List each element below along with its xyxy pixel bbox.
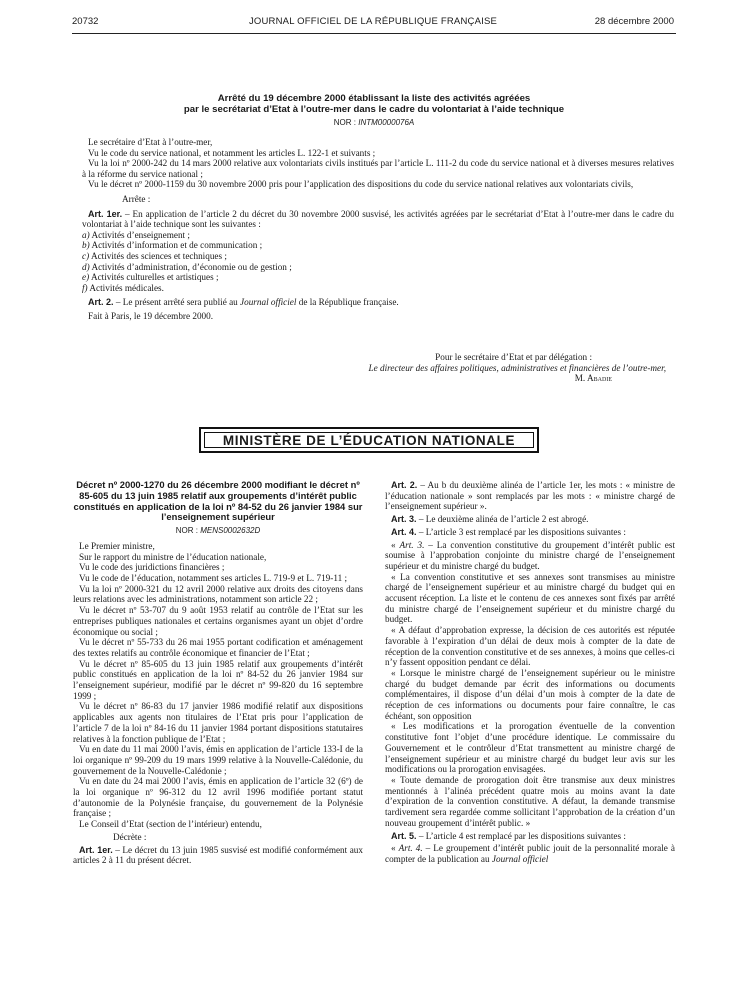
- journal-title: JOURNAL OFFICIEL DE LA RÉPUBLIQUE FRANÇAISE: [248, 16, 498, 27]
- quote-mark: «: [391, 539, 400, 550]
- activity-text: Activités d’administration, d’économie ou de gestion ;: [91, 261, 292, 272]
- activity-item: [82, 283, 674, 294]
- article-text: – Le deuxième alinéa de l’article 2 est abrogé.: [416, 514, 589, 525]
- article-label: Art. 4.: [391, 526, 417, 537]
- decrete-word: Décrète :: [113, 831, 147, 842]
- signature-line: Pour le secrétaire d’Etat et par délégation :: [435, 352, 592, 362]
- signature-title: [72, 363, 672, 374]
- article-text: – Le décret du 13 juin 1985 susvisé est modifié conformément aux articles 2 à 11 du présent décret.: [73, 844, 363, 866]
- signatory-name-text: M. Abadie: [574, 373, 612, 384]
- decret-visa: Vu le décret nº 53-707 du 9 août 1953 relatif au contrôle de l’Etat sur les entreprises publiques nationales et certains organismes ayant un objet d’ordre économique ou social ;: [73, 605, 363, 637]
- activity-text: Activités d’enseignement ;: [91, 229, 190, 240]
- activity-item: [82, 230, 674, 241]
- decret-visa: Vu le décret nº 86-83 du 17 janvier 1986 modifié relatif aux dispositions applicables aux agents non titulaires de l’Etat pris pour l’application de l’article 7 de la loi nº 84-16 du 11 janvier 1984 portant dispositions statutaires relatives à la fonction publique de l’Etat ;: [73, 701, 363, 744]
- article-text: de la République française.: [296, 297, 399, 308]
- activity-letter: d): [82, 261, 90, 272]
- article-text: – L’article 4 est remplacé par les dispositions suivantes :: [416, 830, 626, 841]
- decret-left-column: [73, 480, 363, 866]
- decret-article-1: [73, 845, 363, 866]
- activity-letter: c): [82, 250, 90, 261]
- nor-label: NOR :: [333, 118, 356, 127]
- decret-visa: Vu le code de l’éducation, notamment ses articles L. 719-9 et L. 719-11 ;: [79, 573, 348, 583]
- quoted-paragraph: « Toute demande de prorogation doit être transmise aux deux ministres mentionnés à l’alinéa précédent quatre mois au moins avant la date d’expiration de la convention constitutive. A défaut, la demande transmise tardivement sera regardée comme sollicitant l’approbation de la création d’un nouveau groupement d’intérêt public. »: [385, 774, 675, 828]
- activity-text: Activités médicales.: [89, 282, 164, 293]
- header-rule: [72, 33, 676, 34]
- nor-label: NOR :: [175, 526, 198, 536]
- nor-code: MENS0002632D: [200, 526, 261, 536]
- quoted-paragraph: « Lorsque le ministre chargé de l’enseignement supérieur ou le ministre chargé du budget demande par écrit des informations ou documents complémentaires, il dispose d’un délai d’un mois à compter de la date de réception de ces informations ou documents pour faire connaître, le cas échéant, son opposition: [385, 667, 675, 721]
- arrete-visa: Vu le décret nº 2000-1159 du 30 novembre 2000 pris pour l’application des dispositions du code du service national relatives aux volontariats civils,: [88, 179, 634, 190]
- activity-letter: f): [82, 282, 88, 293]
- activity-item: [82, 251, 674, 262]
- article-text: – L’article 3 est remplacé par les dispositions suivantes :: [416, 526, 626, 537]
- article-label: Art. 3.: [391, 514, 417, 525]
- article-label: Art. 2.: [88, 297, 114, 308]
- arrete-article-2: [82, 297, 674, 308]
- decret-right-column: [385, 480, 675, 865]
- signature-block: [72, 352, 672, 384]
- article-label: Art. 5.: [391, 830, 417, 841]
- article-label: Art. 2.: [391, 480, 418, 490]
- decret-article-3: [385, 514, 675, 525]
- arrete-word: Arrête :: [122, 193, 151, 204]
- arrete-title-line2: par le secrétariat d’Etat à l’outre-mer dans le cadre du volontariat à l’aide technique: [183, 104, 565, 115]
- quoted-article-label: Art. 3.: [399, 539, 425, 550]
- ministry-heading-box: [199, 427, 539, 453]
- decret-visa: Le Conseil d’Etat (section de l’intérieur) entendu,: [79, 819, 262, 830]
- activity-item: [82, 240, 674, 251]
- arrete-title-line1: Arrêté du 19 décembre 2000 établissant la liste des activités agréées: [217, 93, 531, 104]
- signature-title-text: Le directeur des affaires politiques, administratives et financières de l’outre-mer,: [368, 362, 666, 373]
- decret-article-2: [385, 480, 675, 512]
- activity-letter: b): [82, 240, 90, 251]
- nor-code: INTM0000076A: [358, 118, 415, 127]
- decret-intro: Sur le rapport du ministre de l’éducation nationale,: [79, 551, 267, 562]
- arrete-visa: Vu la loi nº 2000-242 du 14 mars 2000 relative aux volontariats civils institués par l’article L. 111-2 du code du service national et à diverses mesures relatives à la réforme du service national ;: [82, 158, 674, 179]
- page-number: 20732: [72, 16, 99, 27]
- decret-article-4: [385, 527, 675, 538]
- activity-item: [82, 262, 674, 273]
- article-label: Art. 1er.: [79, 844, 113, 855]
- decret-intro: Le Premier ministre,: [79, 540, 155, 551]
- quote-text: – La convention constitutive du groupement d’intérêt public est soumise à l’approbation conjointe du ministre chargé de l’enseignement supérieur et du ministre chargé du budget.: [385, 539, 675, 571]
- decret-visa: Vu le décret nº 55-733 du 26 mai 1955 portant codification et aménagement des textes relatifs au contrôle économique et financier de l’Etat ;: [73, 637, 363, 658]
- ministry-heading: MINISTÈRE DE L’ÉDUCATION NATIONALE: [204, 432, 534, 448]
- activity-text: Activités d’information et de communication ;: [91, 240, 263, 251]
- activity-text: Activités des sciences et techniques ;: [90, 250, 227, 261]
- decret-visa: Vu en date du 24 mai 2000 l’avis, émis en application de l’article 32 (6º) de la loi organique nº 96-312 du 12 avril 1996 modifiée portant statut d’autonomie de la Polynésie française, du gouvernement de la Polynésie française ;: [73, 776, 363, 819]
- activity-letter: a): [82, 229, 90, 240]
- signatory-name: [72, 373, 672, 384]
- decret-title: Décret nº 2000-1270 du 26 décembre 2000 modifiant le décret nº 85-605 du 13 juin 1985 relatif aux groupements d’intérêt public constitués en application de la loi nº 84-52 du 26 janvier 1984 sur l’enseignement supérieur: [73, 479, 363, 523]
- decret-visa: Vu la loi nº 2000-321 du 12 avril 2000 relative aux droits des citoyens dans leurs relations avec les administrations, notamment son article 22 ;: [73, 583, 363, 605]
- quoted-article-3: [385, 540, 675, 572]
- arrete-visa: Vu le code du service national, et notamment les articles L. 122-1 et suivants ;: [88, 147, 376, 158]
- quoted-paragraph: « A défaut d’approbation expresse, la décision de ces autorités est réputée favorable à l’expiration d’un délai de deux mois à compter de la date de réception de la convention constitutive et de ses annexes, à moins que celles-ci n’y fassent opposition pendant ce délai.: [385, 625, 675, 668]
- arrete-article-1: [82, 209, 674, 230]
- article-text: – Au b du deuxième alinéa de l’article 1er, les mots : « ministre de l’éducation nationale » sont remplacés par les mots : « ministre chargé de l’enseignement supérieur ».: [385, 480, 675, 512]
- arrete-intro: Le secrétaire d’Etat à l’outre-mer,: [88, 137, 213, 147]
- quoted-article-label: Art. 4.: [398, 843, 423, 854]
- quoted-paragraph: « Les modifications et la prorogation éventuelle de la convention constitutive font l’objet d’une procédure identique. Le commissaire du Gouvernement et le contrôleur d’Etat transmettent au ministre chargé de l’enseignement supérieur et au ministre chargé du budget leur avis sur les modifications ou la prorogation envisagées.: [385, 721, 675, 775]
- quote-mark: «: [391, 843, 399, 854]
- arrete-body: [82, 137, 674, 322]
- decret-article-5: [385, 831, 675, 842]
- arrete-date-place: Fait à Paris, le 19 décembre 2000.: [88, 310, 214, 321]
- activity-letter: e): [82, 272, 90, 283]
- article-text: – En application de l’article 2 du décret du 30 novembre 2000 susvisé, les activités agréées par le secrétariat d’Etat à l’outre-mer dans le cadre du volontariat à l’aide technique sont les suivantes :: [82, 208, 674, 230]
- quoted-paragraph: « La convention constitutive et ses annexes sont transmises au ministre chargé de l’enseignement supérieur et au ministre chargé du budget qui en accusent réception. La liste et le contenu de ces annexes sont fixés par arrêté du ministre chargé de l’enseignement supérieur et du ministre chargé du budget.: [385, 571, 675, 625]
- activity-text: Activités culturelles et artistiques ;: [90, 272, 219, 283]
- journal-name: Journal officiel: [491, 853, 549, 864]
- article-label: Art. 1er.: [88, 208, 123, 219]
- arrete-nor: [72, 118, 676, 127]
- decret-visa: Vu le code des juridictions financières ;: [79, 562, 225, 573]
- page-header: [72, 16, 674, 30]
- decret-visa: Vu en date du 11 mai 2000 l’avis, émis en application de l’article 133-I de la loi organique nº 99-209 du 19 mars 1999 relative à la Nouvelle-Calédonie, du gouvernement de la Nouvelle-Calédonie ;: [73, 744, 363, 776]
- decret-visa: Vu le décret nº 85-605 du 13 juin 1985 relatif aux groupements d’intérêt public constitués en application de la loi nº 84-52 du 26 janvier 1984 sur l’enseignement supérieur, modifié par le décret nº 99-820 du 16 septembre 1999 ;: [73, 658, 363, 701]
- decret-nor: [73, 526, 363, 537]
- quoted-article-4: [385, 843, 675, 864]
- article-text: – Le présent arrêté sera publié au: [113, 297, 241, 308]
- publication-date: 28 décembre 2000: [594, 16, 674, 27]
- journal-name: Journal officiel: [240, 297, 297, 308]
- quote-text: – Le groupement d’intérêt public jouit de la personnalité morale à compter de la publication au: [385, 843, 675, 864]
- activity-item: [82, 272, 674, 283]
